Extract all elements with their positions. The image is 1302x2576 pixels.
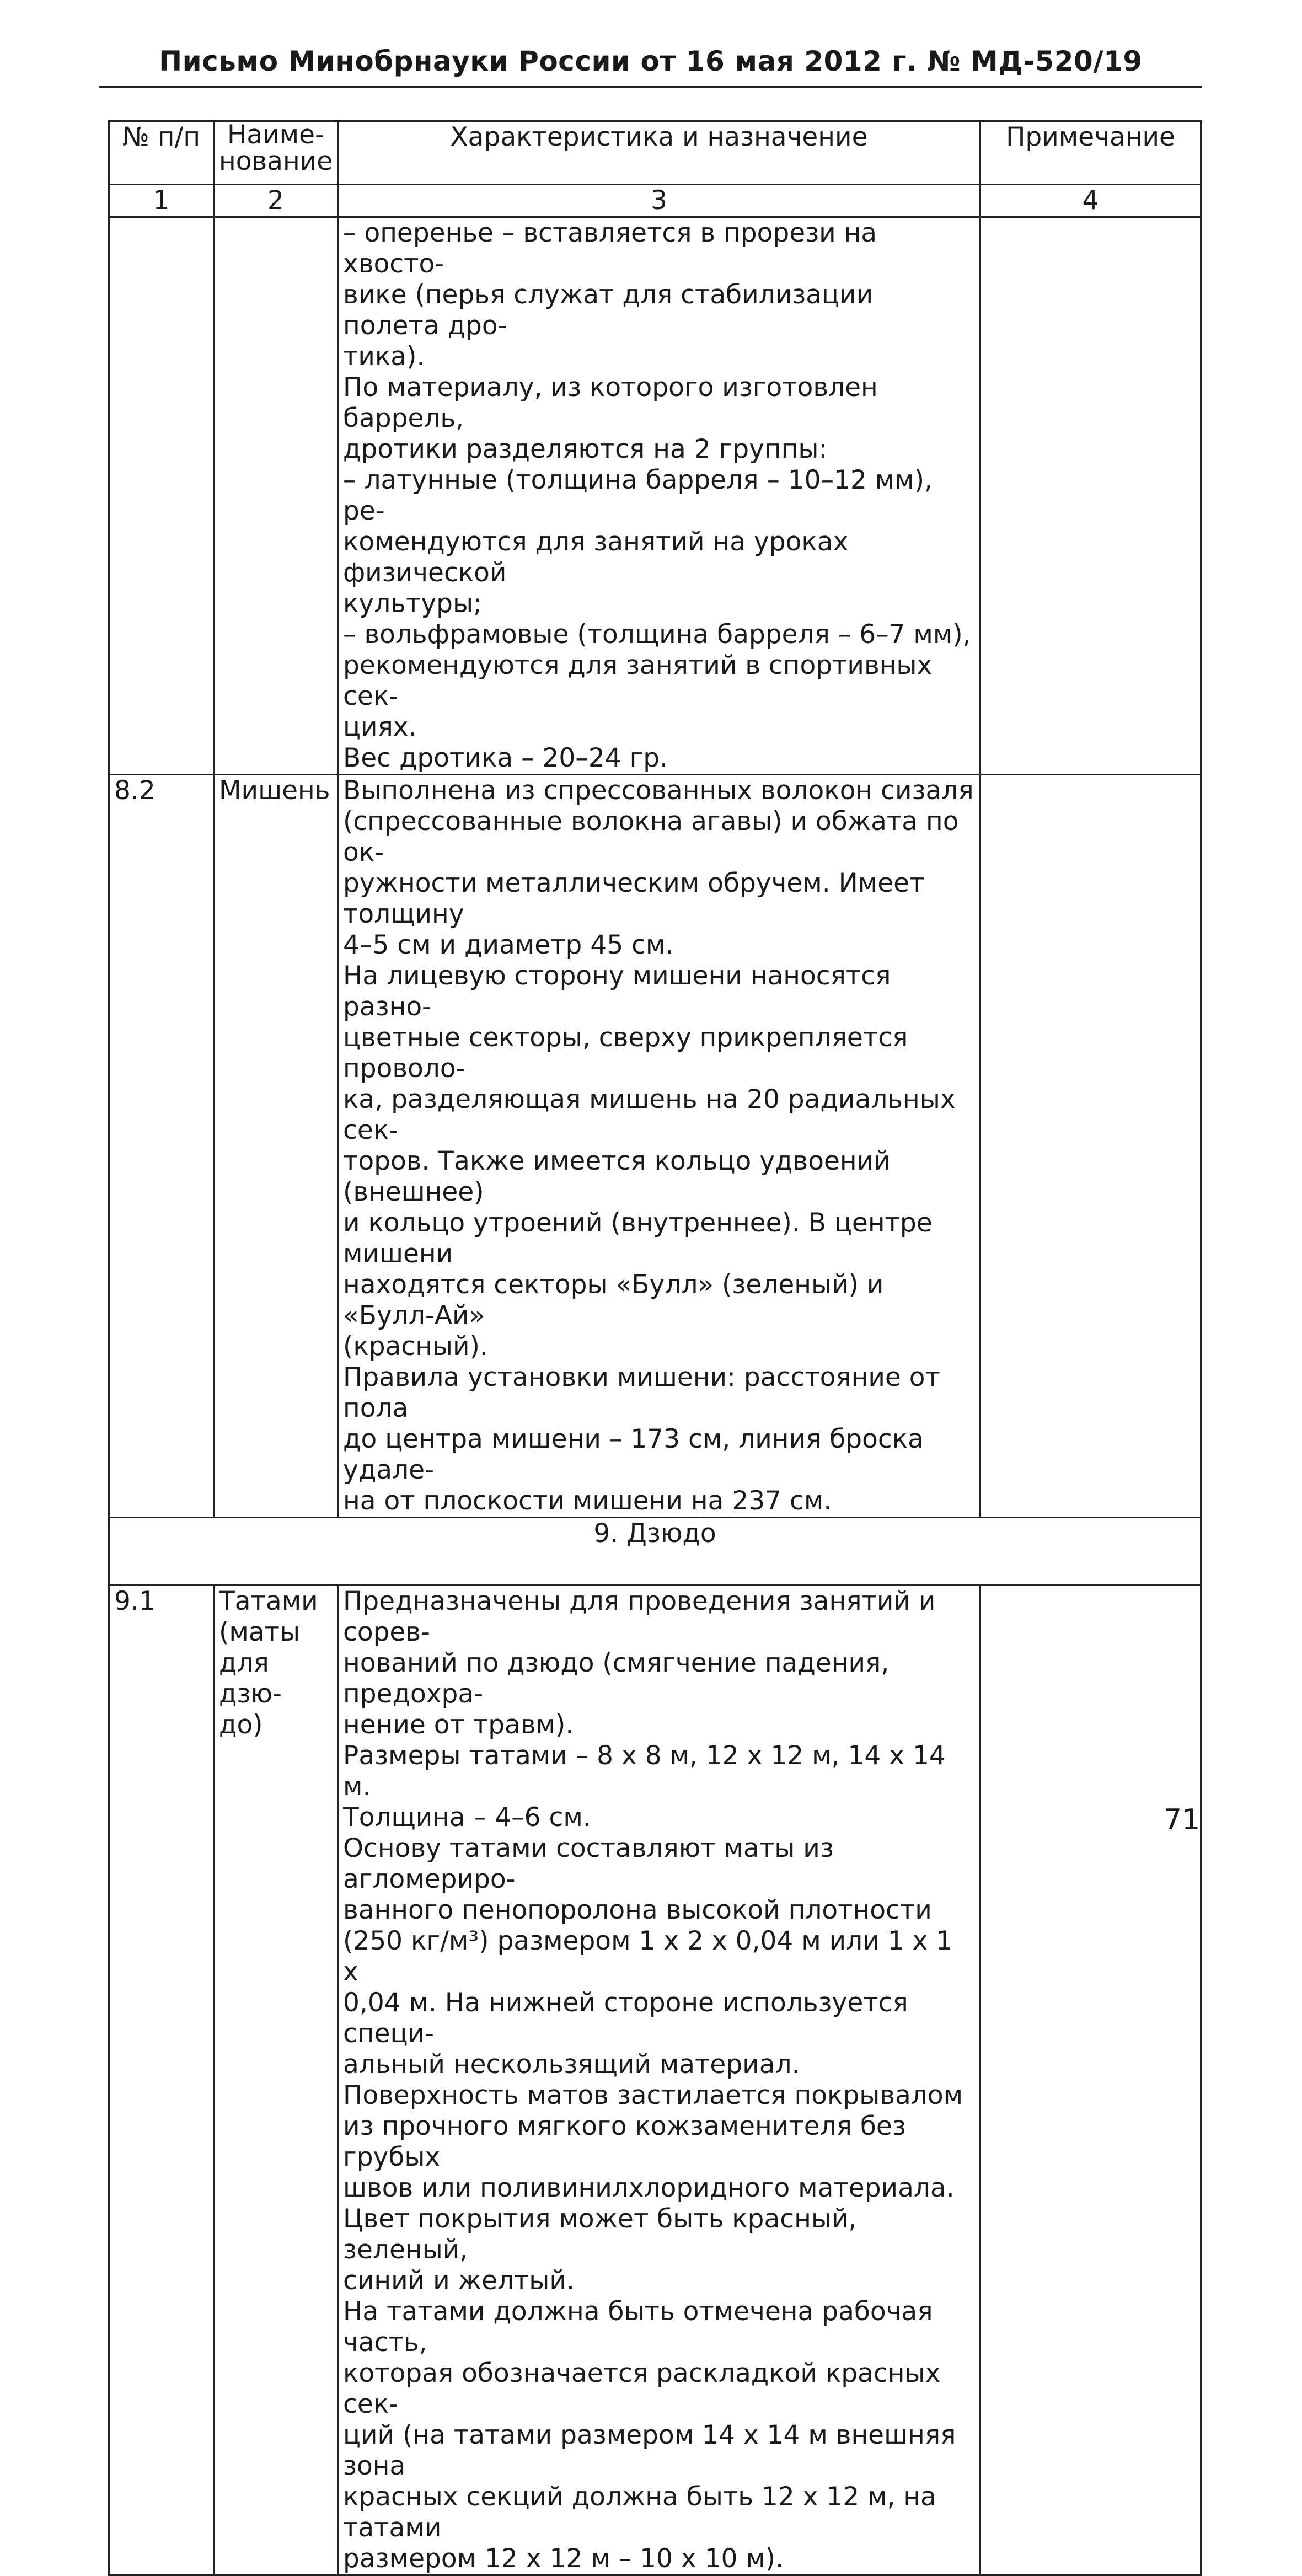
section-title: 9. Дзюдо	[109, 1518, 1201, 1586]
text-line: Вес дротика – 20–24 гр.	[343, 743, 668, 773]
text-line: ка, разделяющая мишень на 20 радиальных сек-	[343, 1084, 956, 1145]
text-line: культуры;	[343, 588, 482, 619]
section-heading-row	[109, 1518, 1201, 1586]
text-line: до центра мишени – 173 см, линия броска удале-	[343, 1424, 924, 1485]
text-line: альный нескользящий материал.	[343, 2049, 800, 2080]
text-line: Толщина – 4–6 см.	[343, 1802, 591, 1833]
page-number: 71	[1164, 1803, 1201, 1836]
row-number: 8.2	[109, 775, 214, 1518]
table-row	[109, 775, 1201, 1518]
text-line: и кольцо утроений (внутреннее). В центре мишени	[343, 1208, 933, 1269]
text-line: находятся секторы «Булл» (зеленый) и «Булл-Ай»	[343, 1270, 884, 1331]
text-line: для дзю-	[219, 1648, 282, 1709]
text-line: Основу татами составляют маты из агломериро-	[343, 1833, 834, 1894]
text-line: синий и желтый.	[343, 2266, 575, 2296]
text-line: из прочного мягкого кожзаменителя без грубых	[343, 2111, 906, 2172]
text-line: Размеры татами – 8 х 8 м, 12 х 12 м, 14 х 14 м.	[343, 1740, 946, 1802]
text-line: 4–5 см и диаметр 45 см.	[343, 930, 674, 960]
text-line: швов или поливинилхлоридного материала.	[343, 2173, 955, 2203]
text-line: Правила установки мишени: расстояние от пола	[343, 1362, 940, 1423]
text-line: На лицевую сторону мишени наносятся разно-	[343, 961, 891, 1022]
text-line: размером 12 х 12 м – 10 х 10 м).	[343, 2543, 784, 2574]
text-line: которая обозначается раскладкой красных сек-	[343, 2358, 941, 2419]
table-row	[109, 1586, 1201, 2575]
row-number: 9.1	[109, 1586, 214, 2575]
column-numbers-row	[109, 185, 1201, 217]
row-note	[980, 1586, 1201, 2575]
text-line: – латунные (толщина барреля – 10–12 мм), ре-	[343, 465, 933, 526]
text-line: На татами должна быть отмечена рабочая часть,	[343, 2296, 933, 2358]
col-header-name: Наиме-нование	[214, 121, 338, 185]
col-number-3: 3	[338, 185, 980, 217]
row-name: Мишень	[214, 775, 338, 1518]
row-note	[980, 775, 1201, 1518]
text-line: 0,04 м. На нижней стороне используется специ-	[343, 1988, 908, 2049]
text-line: – оперенье – вставляется в прорези на хвосто-	[343, 218, 877, 279]
text-line: дротики разделяются на 2 группы:	[343, 434, 828, 464]
text-line: ций (на татами размером 14 х 14 м внешняя зона	[343, 2420, 956, 2481]
text-line: – вольфрамовые (толщина барреля – 6–7 мм),	[343, 619, 971, 650]
row-number	[109, 217, 214, 775]
equipment-table	[108, 120, 1202, 2576]
text-line: вике (перья служат для стабилизации полета дро-	[343, 280, 874, 341]
col-number-2: 2	[214, 185, 338, 217]
text-line: нение от травм).	[343, 1710, 574, 1740]
col-header-description: Характеристика и назначение	[338, 121, 980, 185]
text-line: до)	[219, 1710, 263, 1740]
text-line: Выполнена из спрессованных волокон сизаля	[343, 775, 974, 806]
text-line: ружности металлическим обручем. Имеет толщину	[343, 868, 925, 929]
row-description	[338, 775, 980, 1518]
text-line: Татами	[219, 1586, 318, 1616]
text-line: ванного пенопоролона высокой плотности	[343, 1895, 932, 1925]
text-line: нований по дзюдо (смягчение падения, предохра-	[343, 1648, 890, 1709]
row-name	[214, 217, 338, 775]
text-line: По материалу, из которого изготовлен баррель,	[343, 372, 878, 433]
row-description	[338, 217, 980, 775]
text-line: (красный).	[343, 1331, 488, 1362]
text-line: Предназначены для проведения занятий и сорев-	[343, 1586, 936, 1647]
text-line: красных секций должна быть 12 х 12 м, на татами	[343, 2482, 936, 2543]
col-number-4: 4	[980, 185, 1201, 217]
text-line: Цвет покрытия может быть красный, зеленый,	[343, 2204, 857, 2265]
text-line: циях.	[343, 712, 417, 742]
col-number-1: 1	[109, 185, 214, 217]
row-note	[980, 217, 1201, 775]
header-rule	[99, 86, 1202, 88]
text-line: (маты	[219, 1617, 301, 1647]
text-line: рекомендуются для занятий в спортивных сек-	[343, 650, 933, 711]
text-line: цветные секторы, сверху прикрепляется проволо-	[343, 1022, 908, 1084]
text-line: (250 кг/м³) размером 1 х 2 х 0,04 м или 1 х 1 х	[343, 1926, 953, 1987]
text-line: комендуются для занятий на уроках физической	[343, 527, 849, 588]
row-name	[214, 1586, 338, 2575]
text-line: тика).	[343, 341, 425, 372]
table-header-row	[109, 121, 1201, 185]
col-header-number: № п/п	[109, 121, 214, 185]
text-line: (спрессованные волокна агавы) и обжата по ок-	[343, 806, 959, 867]
text-line: на от плоскости мишени на 237 см.	[343, 1486, 832, 1516]
document-header: Письмо Минобрнауки России от 16 мая 2012 г. № МД-520/19	[159, 45, 1143, 77]
text-line: торов. Также имеется кольцо удвоений (внешнее)	[343, 1146, 891, 1207]
text-line: Поверхность матов застилается покрывалом	[343, 2080, 963, 2111]
row-description	[338, 1586, 980, 2575]
table-row	[109, 217, 1201, 775]
col-header-note: Примечание	[980, 121, 1201, 185]
